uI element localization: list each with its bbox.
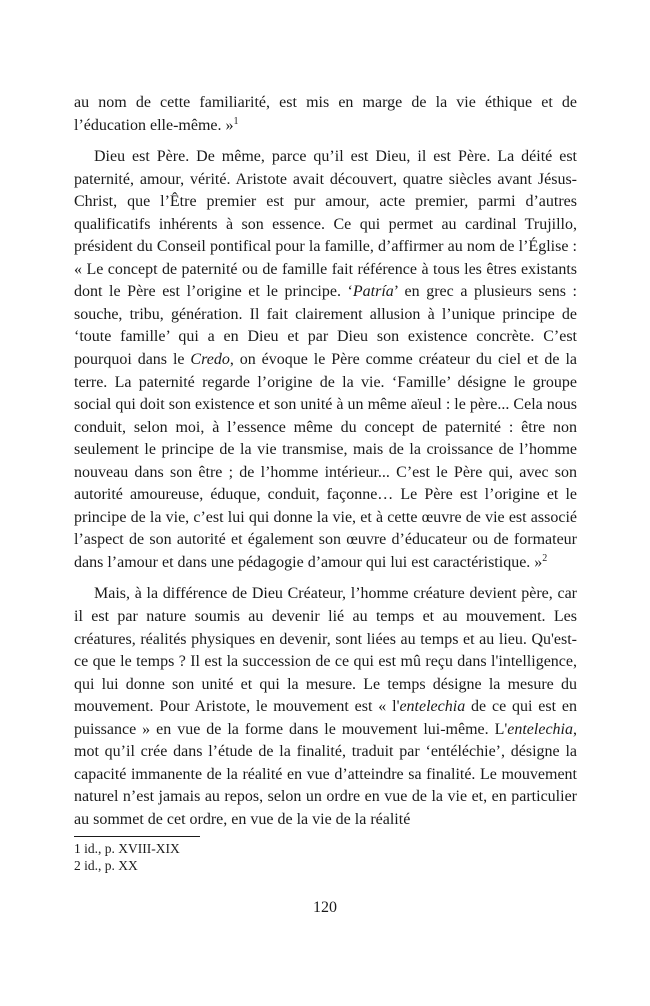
text-run: Mais, à la différence de Dieu Créateur, l’homme créature devient père, car il est par nature soumis au devenir lié au temps et au mouvement. Les créatures, réalités physiques en devenir, sont liées au temps et au lieu. Qu'est-ce que le temps ? Il est la succession de ce qui est mû reçu dans l'intelligence, qui lui donne son unité et qui la mesure. Le temps désigne la mesure du mouvement. Pour Aristote, le mouvement est « l' <box>74 585 577 716</box>
text-run: au nom de cette familiarité, est mis en marge de la vie éthique et de l’éducation elle-même. » <box>74 94 577 134</box>
italic-term: entelechia <box>399 698 466 716</box>
footnote-separator <box>74 836 200 837</box>
text-run: , mot qu’il crée dans l’étude de la finalité, traduit par ‘entéléchie’, désigne la capacité immanente de la réalité en vue d’atteindre sa finalité. Le mouvement naturel n’est jamais au repos, selon un ordre en vue de la vie et, en particulier au sommet de cet ordre, en vue de la vie de la réalité <box>74 720 577 828</box>
paragraph-1 <box>74 92 577 137</box>
italic-term: Credo <box>190 351 230 369</box>
italic-term: Patría <box>352 283 394 301</box>
text-run: , on évoque le Père comme créateur du ciel et de la terre. La paternité regarde l’origine de la vie. ‘Famille’ désigne le groupe social qui doit son existence et son unité à un même aïeul : le père... Cela nous conduit, selon moi, à l’essence même du concept de paternité : être non seulement le principe de la vie transmise, mais de la croissance de l’homme nouveau dans son être ; de l’homme intérieur... C’est le Père qui, avec son autorité amoureuse, éduque, conduit, façonne… Le Père est l’origine et le principe de la vie, c’est lui qui donne la vie, et à cette œuvre de vie est associé l’aspect de son autorité et également son œuvre d’éducateur ou de formateur dans l’amour et dans une pédagogie d’amour qui lui est caractéristique. » <box>74 351 577 571</box>
text-run: de ce qui est en puissance » en vue de la forme dans le mouvement lui-même. L' <box>74 698 577 738</box>
italic-term: entelechia <box>507 720 573 738</box>
main-text <box>74 92 577 832</box>
text-run: Dieu est Père. De même, parce qu’il est Dieu, il est Père. La déité est paternité, amour, vérité. Aristote avait découvert, quatre siècles avant Jésus-Christ, que l’Être premier est pur amour, acte premier, parmi d’autres qualificatifs inhérents à son essence. Ce qui permet au cardinal Trujillo, président du Conseil pontifical pour la famille, d’affirmer au nom de l’Église : « Le concept de paternité ou de famille fait référence à tous les êtres existants dont le Père est l’origine et le principe. ‘ <box>74 148 577 301</box>
footnote-1: 1 id., p. XVIII-XIX <box>74 841 180 856</box>
paragraph-2 <box>74 146 577 574</box>
footnote-reference: 1 <box>233 115 239 127</box>
page-number: 120 <box>313 899 337 916</box>
paragraph-3 <box>74 583 577 831</box>
footnote-2: 2 id., p. XX <box>74 858 138 873</box>
footnotes <box>74 840 180 874</box>
footnote-reference: 2 <box>542 552 548 564</box>
text-run: ’ en grec a plusieurs sens : souche, tribu, génération. Il fait clairement allusion à l’unique principe de ‘toute famille’ qui a en Dieu et par Dieu son existence concrète. C’est pourquoi dans le <box>74 283 577 369</box>
